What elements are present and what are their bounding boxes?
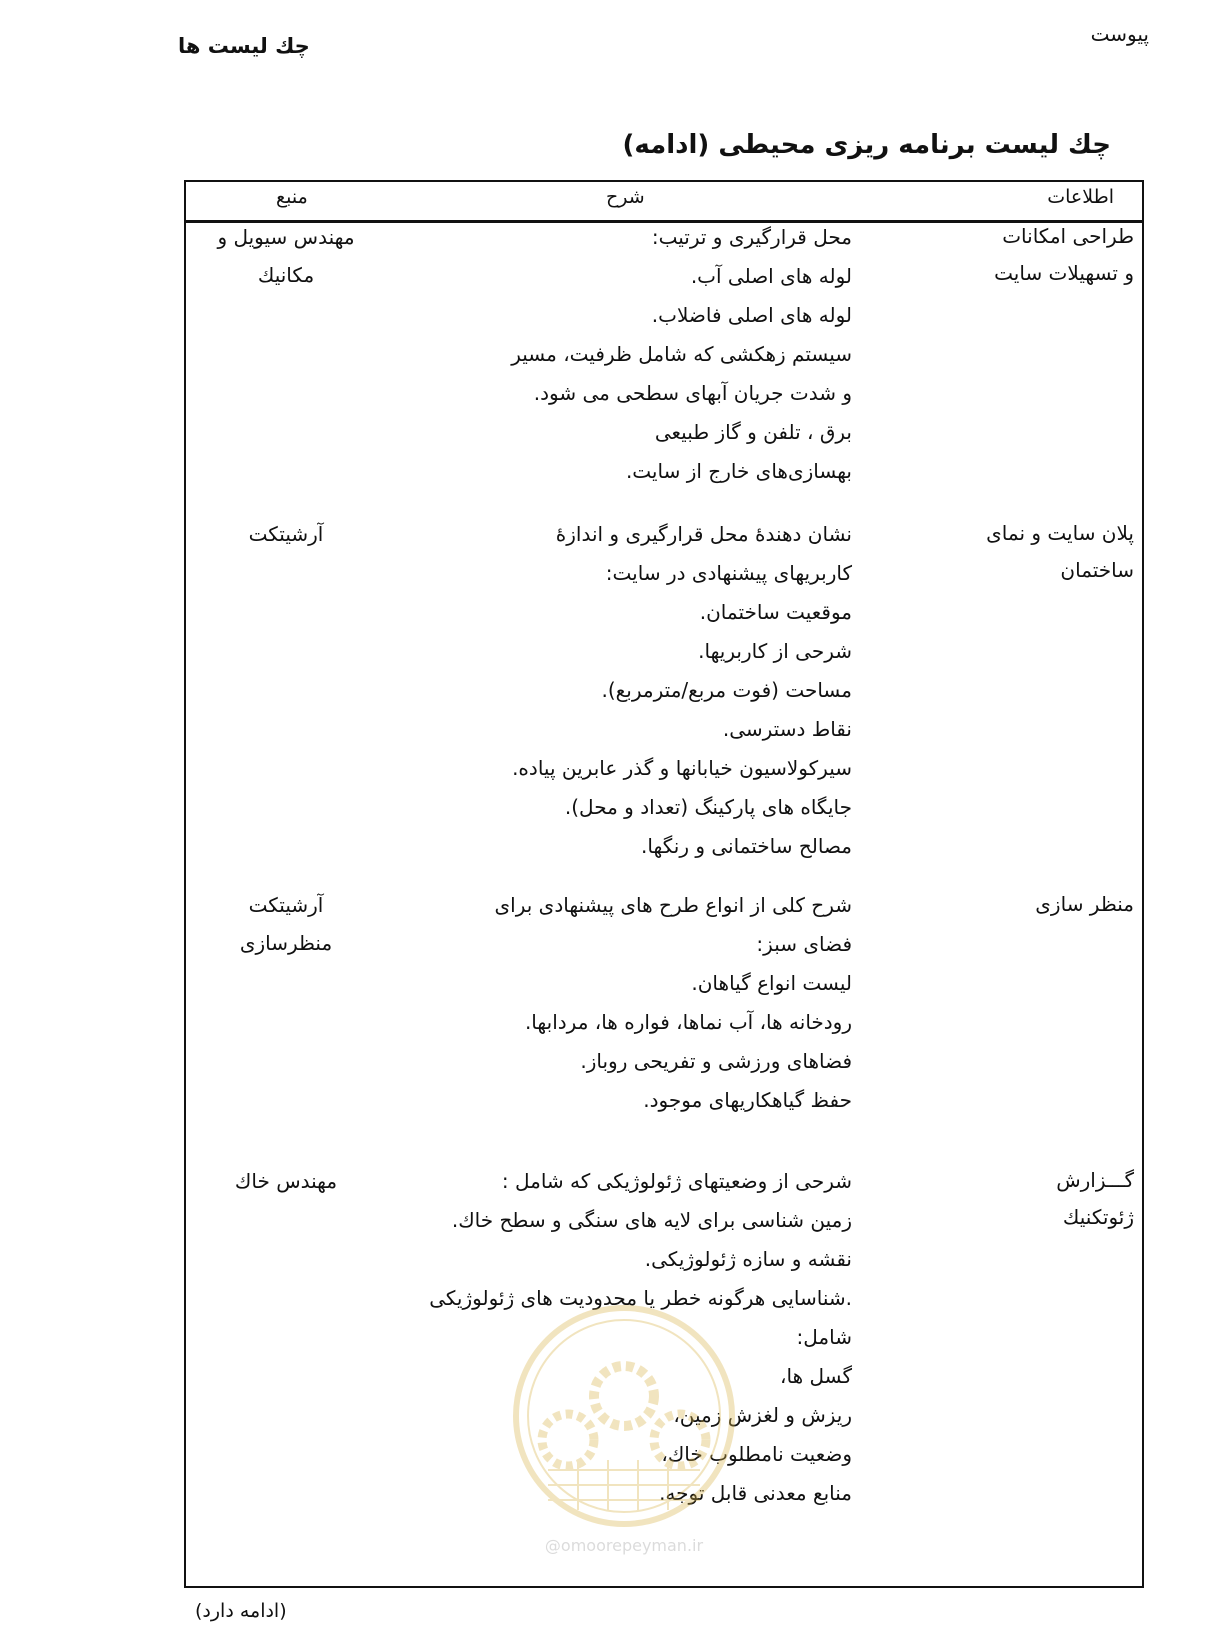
description-line: لوله های اصلی آب.	[690, 264, 852, 288]
source-line: آرشیتکت	[248, 893, 324, 917]
info-line: پلان سایت و نمای	[986, 521, 1134, 545]
info-line: ساختمان	[1060, 558, 1134, 582]
source-line: مهندس خاك	[234, 1169, 338, 1193]
column-header-info: اطلاعات	[1047, 186, 1114, 208]
description-line: و شدت جریان آبهای سطحی می شود.	[533, 381, 852, 405]
description-line: حفظ گیاهکاریهای موجود.	[643, 1088, 852, 1112]
info-cell	[934, 1162, 1134, 1236]
watermark-seal-icon	[508, 1300, 740, 1532]
description-line: مساحت (فوت مربع/مترمربع).	[601, 678, 852, 702]
description-line: زمین شناسی برای لایه های سنگی و سطح خاك.	[451, 1208, 852, 1232]
column-header-description: شرح	[606, 186, 645, 208]
description-cell	[402, 515, 852, 866]
description-line: بهسازی‌های خارج از سایت.	[625, 459, 852, 483]
info-line: ژئوتکنیك	[1062, 1205, 1134, 1229]
table-header-row	[186, 182, 1142, 223]
source-cell	[186, 886, 386, 962]
info-cell	[934, 515, 1134, 589]
source-cell	[186, 1162, 386, 1200]
description-line: سیرکولاسیون خیابانها و گذر عابرین پیاده.	[512, 756, 852, 780]
appendix-label: پیوست	[1090, 22, 1149, 46]
description-line: محل قرارگیری و ترتیب:	[651, 225, 852, 249]
description-line: شرحی از کاربریها.	[698, 639, 852, 663]
info-cell	[934, 218, 1134, 292]
info-line: منظر سازی	[1035, 892, 1134, 916]
description-line: نقاط دسترسی.	[722, 717, 852, 741]
page-title: چك لیست برنامه ریزی محیطی (ادامه)	[622, 130, 1111, 160]
description-line: رودخانه ها، آب نماها، فواره ها، مردابها.	[524, 1010, 852, 1034]
info-line: و تسهیلات سایت	[994, 261, 1134, 285]
description-line: فضای سبز:	[756, 932, 852, 956]
description-line: شامل:	[796, 1325, 852, 1349]
description-line: نشان دهندهٔ محل قرارگیری و اندازهٔ	[555, 522, 852, 546]
description-line: ریزش و لغزش زمین،	[673, 1403, 852, 1427]
continued-note: (ادامه دارد)	[195, 1600, 287, 1622]
source-cell	[186, 515, 386, 553]
column-header-source: منبع	[276, 186, 308, 208]
info-line: طراحی امکانات	[1002, 224, 1134, 248]
source-cell	[186, 218, 386, 294]
description-line: گسل ها،	[780, 1364, 852, 1388]
description-line: شرحی از وضعیتهای ژئولوژیکی که شامل :	[501, 1169, 852, 1193]
info-line: گـــزارش	[1056, 1168, 1134, 1192]
description-line: فضاهای ورزشی و تفریحی روباز.	[580, 1049, 852, 1073]
description-line: برق ، تلفن و گاز طبیعی	[654, 420, 852, 444]
description-line: جایگاه های پارکینگ (تعداد و محل).	[564, 795, 852, 819]
description-line: موقعیت ساختمان.	[699, 600, 852, 624]
description-cell	[402, 218, 852, 491]
description-cell	[402, 886, 852, 1120]
description-line: .شناسایی هرگونه خطر یا محدودیت های ژئولوژیکی	[429, 1286, 852, 1310]
source-line: مهندس سیویل و	[217, 225, 355, 249]
description-line: منابع معدنی قابل توجه.	[659, 1481, 852, 1505]
source-line: منظرسازی	[239, 931, 333, 955]
watermark-logo-icon	[508, 1300, 740, 1555]
info-cell	[934, 886, 1134, 923]
section-header: چك لیست ها	[178, 34, 310, 58]
description-line: شرح کلی از انواع طرح های پیشنهادی برای	[494, 893, 852, 917]
source-line: آرشیتکت	[248, 522, 324, 546]
description-line: سیستم زهکشی که شامل ظرفیت، مسیر	[511, 342, 852, 366]
description-line: لیست انواع گیاهان.	[691, 971, 852, 995]
source-line: مکانیك	[257, 263, 315, 287]
description-line: لوله های اصلی فاضلاب.	[651, 303, 852, 327]
description-line: مصالح ساختمانی و رنگها.	[641, 834, 852, 858]
description-line: وضعیت نامطلوب خاك،	[661, 1442, 852, 1466]
description-line: کاربریهای پیشنهادی در سایت:	[605, 561, 852, 585]
description-line: نقشه و سازه ژئولوژیکی.	[644, 1247, 852, 1271]
watermark-text: @omoorepeyman.ir	[544, 1536, 704, 1555]
